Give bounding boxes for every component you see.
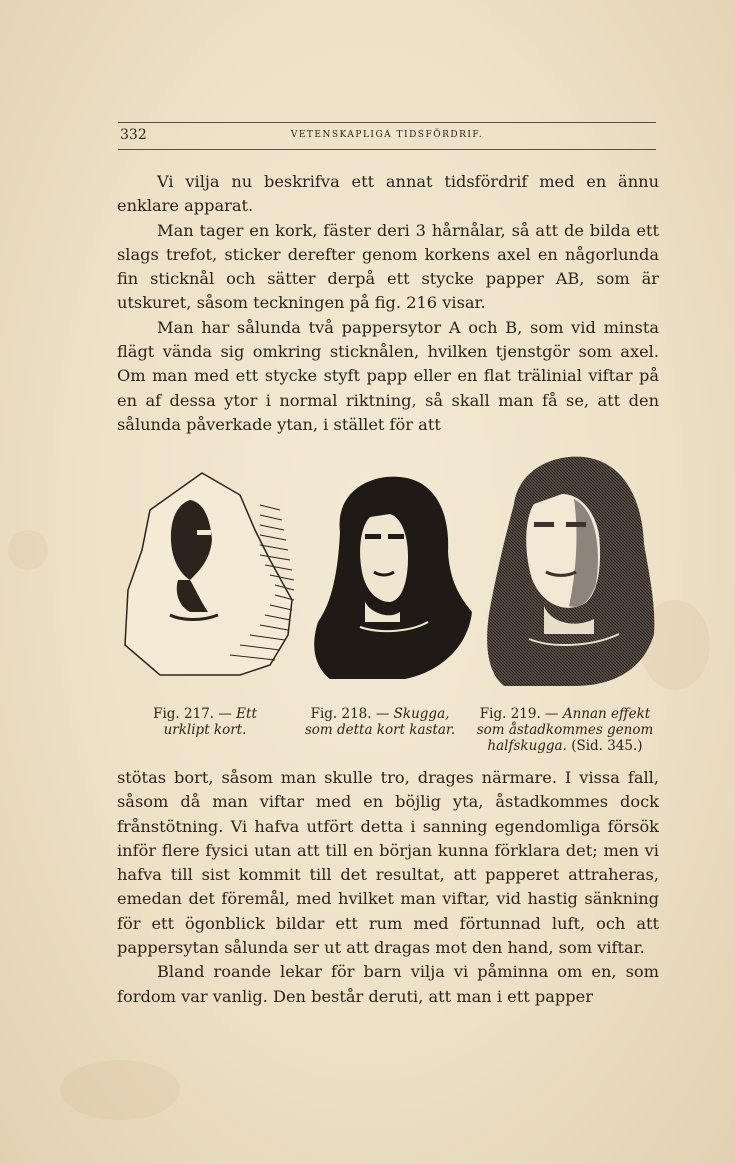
figure-label: Fig. 217. — (153, 706, 232, 722)
paragraph: Man har sålunda två pappersytor A och B, som vid minsta flägt vända sig omkring sticknålen, hvilken tjenstgör som axel. Om man med ett stycke styft papp eller en flat trälinial viftar på en af dessa ytor i normal riktning, så skall man få se, att den sålunda påverkade ytan, i stället för att (117, 317, 659, 434)
figure-label: Fig. 219. — (479, 706, 559, 722)
paragraph: stötas bort, såsom man skulle tro, drages närmare. I vissa fall, såsom då man viftar med en böjlig yta, åstadkommes dock frånstötning. Vi hafva utfört detta i sanning egendomliga försök inför flere fysici utan att till en början kunna förklara det; men vi hafva till sist kommit till det resultat, att papperet attraheras, emedan det föremål, med hvilket man viftar, vid hastig sänkning för ett ögonblick bildar ett rum med förtunnad luft, och att pappersytan sålunda ser ut att dragas mot den hand, som viftar. (117, 768, 659, 958)
caption-fig-217 (130, 706, 280, 738)
running-title: VETENSKAPLIGA TIDSFÖRDRIF. (290, 130, 484, 140)
body-text-bottom (117, 766, 659, 1009)
caption-fig-219 (466, 706, 664, 754)
body-text-top (117, 170, 659, 437)
paragraph: Bland roande lekar för barn vilja vi påminna om en, som fordom var vanlig. Den består deruti, att man i ett papper (117, 962, 659, 1006)
figure-label: Fig. 218. — (310, 706, 390, 722)
paragraph: Vi vilja nu beskrifva ett annat tidsfördrif med en ännu enklare apparat. (117, 172, 659, 216)
figure-219-half-shadow (484, 454, 658, 690)
figure-caption: Annan effekt som åstadkommes genom halfskugga. (476, 706, 654, 754)
figure-217-cut-card (120, 470, 298, 680)
paragraph: Man tager en kork, fäster deri 3 hårnålar, så att de bilda ett slags trefot, sticker derefter genom korkens axel en någorlunda fin sticknål och sätter derpå ett stycke papper AB, som är utskuret, såsom teckningen på fig. 216 visar. (117, 220, 659, 313)
caption-fig-218 (298, 706, 462, 738)
figure-caption: Ett urklipt kort. (163, 706, 257, 738)
page-number: 332 (120, 127, 147, 143)
page-header (118, 122, 656, 150)
figure-page-ref: (Sid. 345.) (571, 738, 643, 754)
figure-caption: Skugga, som detta kort kastar. (304, 706, 456, 738)
figure-218-shadow (310, 472, 475, 684)
